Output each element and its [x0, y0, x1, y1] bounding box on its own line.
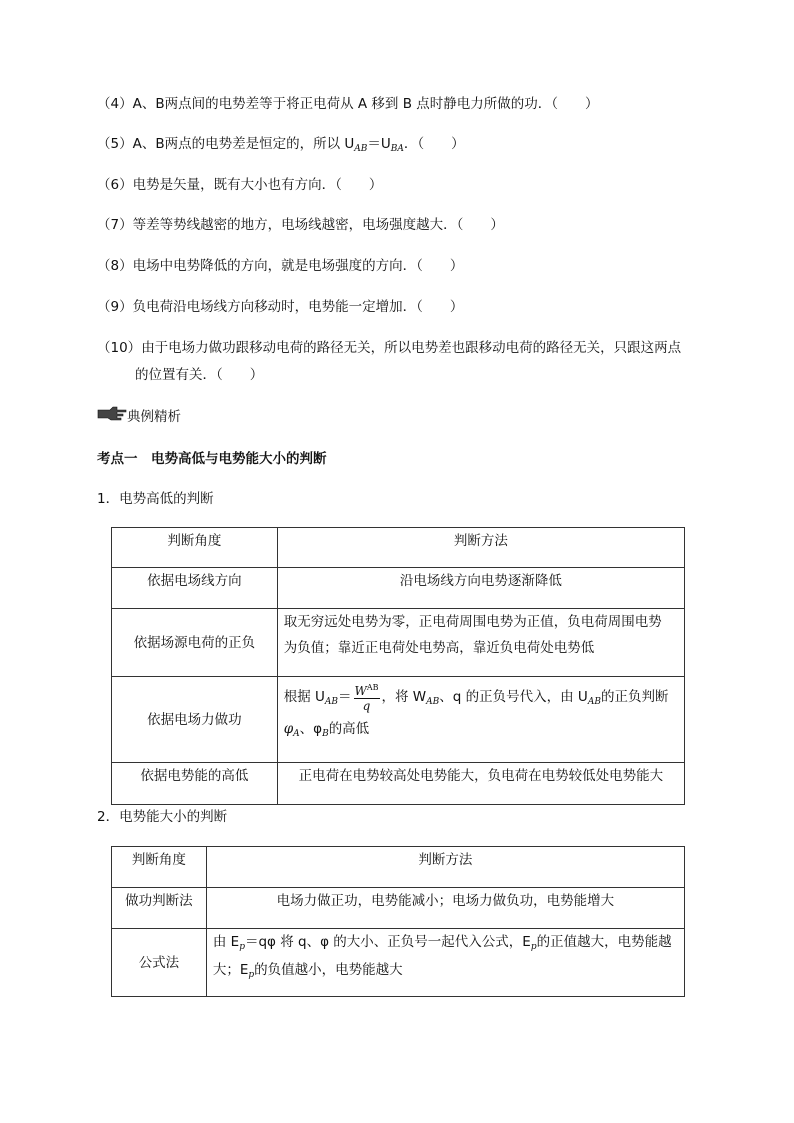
method-line-1: [213, 929, 678, 957]
kaodian-heading: 考点一 电势高低与电势能大小的判断: [97, 451, 327, 467]
statement-text-mid: ＝U: [367, 136, 391, 152]
table-header-cell: 判断角度: [112, 847, 207, 888]
formula-text: 的正负判断: [600, 689, 669, 705]
table-cell-method: 沿电场线方向电势逐渐降低: [277, 568, 684, 609]
table-cell-angle: 依据电场线方向: [112, 568, 278, 609]
method-line-1: [284, 681, 678, 714]
subsection-title-1: 1．电势高低的判断: [97, 491, 214, 507]
statement-number: （10）: [97, 340, 142, 356]
table-header-row: [112, 847, 685, 888]
potential-energy-judgment-table: [111, 846, 685, 997]
formula-text: 、φ: [299, 721, 323, 737]
formula-text: ，将 W: [381, 689, 427, 705]
statement-6: [97, 175, 382, 195]
statement-8: [97, 256, 463, 276]
statement-10: [97, 338, 681, 358]
table-row: [112, 609, 685, 677]
table-cell-method: [206, 929, 684, 997]
table-row: [112, 763, 685, 805]
formula-text: 大；E: [212, 962, 249, 978]
formula-text: 的负值越小，电势能越大: [254, 962, 403, 978]
example-heading: 典例精析: [127, 409, 181, 425]
fraction-numerator: W: [354, 684, 367, 698]
formula-text: 由 E: [212, 934, 240, 950]
subscript: A: [293, 729, 300, 739]
table-header-cell: 判断方法: [206, 847, 684, 888]
subscript: AB: [324, 697, 339, 707]
fraction-denominator: q: [362, 699, 371, 713]
formula-text: 、q 的正负号代入，由 U: [439, 689, 588, 705]
subscript: AB: [587, 697, 601, 707]
statement-number: （8）: [97, 258, 133, 274]
formula-text: ＝: [338, 689, 352, 705]
potential-judgment-table: [111, 527, 685, 805]
subscript: BA: [390, 144, 404, 154]
statement-5: [97, 134, 465, 156]
statement-number: （7）: [97, 217, 133, 233]
table-cell-method: [277, 609, 684, 677]
formula-text: 的正值越大，电势能越: [536, 934, 672, 950]
statement-text-b: ．（ ）: [403, 136, 465, 152]
subscript: p: [530, 942, 537, 952]
subscript: AB: [426, 697, 440, 707]
statement-9: [97, 297, 463, 317]
superscript: AB: [366, 683, 379, 692]
statement-10-continued: 的位置有关．（ ）: [135, 367, 264, 383]
table-row: [112, 677, 685, 763]
subscript: p: [248, 970, 255, 980]
formula-text: φ: [283, 721, 294, 737]
table-header-cell: 判断角度: [112, 528, 278, 568]
formula-text: ＝qφ 将 q、φ 的大小、正负号一起代入公式，E: [244, 934, 531, 950]
formula-text: 的高低: [328, 721, 370, 737]
table-row: [112, 888, 685, 929]
table-cell-method: 电场力做正功，电势能减小；电场力做负功，电势能增大: [206, 888, 684, 929]
table-row: [112, 568, 685, 609]
statement-text: 负电荷沿电场线方向移动时，电势能一定增加．（ ）: [132, 299, 464, 315]
table-row: [112, 929, 685, 997]
statement-number: （5）: [97, 136, 133, 152]
statement-text: 电场中电势降低的方向，就是电场强度的方向．（ ）: [132, 258, 464, 274]
table-cell-angle: 公式法: [112, 929, 207, 997]
table-cell-method: [277, 677, 684, 763]
method-line-2: [213, 957, 678, 985]
statement-text: 等差等势线越密的地方，电场线越密，电场强度越大．（ ）: [132, 217, 504, 233]
statement-number: （4）: [97, 96, 133, 112]
statement-4: [97, 94, 599, 114]
table-cell-angle: 做功判断法: [112, 888, 207, 929]
table-header-cell: 判断方法: [277, 528, 684, 568]
table-header-row: [112, 528, 685, 568]
statement-text-a: A、B两点的电势差是恒定的，所以 U: [132, 136, 355, 152]
statement-7: [97, 215, 504, 235]
method-line-2: [284, 714, 678, 746]
formula-text: 根据 U: [283, 689, 325, 705]
statement-number: （6）: [97, 177, 133, 193]
statement-text: 由于电场力做功跟移动电荷的路径无关，所以电势差也跟移动电荷的路径无关，只跟这两点: [141, 340, 682, 356]
table-cell-method: 正电荷在电势较高处电势能大，负电荷在电势较低处电势能大: [277, 763, 684, 805]
pointing-hand-icon: [97, 405, 127, 421]
statement-text: A、B两点间的电势差等于将正电荷从 A 移到 B 点时静电力所做的功．（ ）: [132, 96, 599, 112]
statement-text: 电势是矢量，既有大小也有方向．（ ）: [132, 177, 383, 193]
table-cell-angle: 依据场源电荷的正负: [112, 609, 278, 677]
table-cell-angle: 依据电场力做功: [112, 677, 278, 763]
subscript: AB: [354, 144, 368, 154]
table-cell-angle: 依据电势能的高低: [112, 763, 278, 805]
statement-number: （9）: [97, 299, 133, 315]
method-line-1: 取无穷远处电势为零，正电荷周围电势为正值，负电荷周围电势: [283, 614, 662, 630]
method-line-2: 为负值；靠近正电荷处电势高，靠近负电荷处电势低: [283, 640, 595, 656]
subsection-title-2: 2．电势能大小的判断: [97, 809, 228, 825]
subscript: B: [322, 729, 329, 739]
subscript: p: [239, 942, 245, 952]
fraction: [354, 681, 380, 713]
